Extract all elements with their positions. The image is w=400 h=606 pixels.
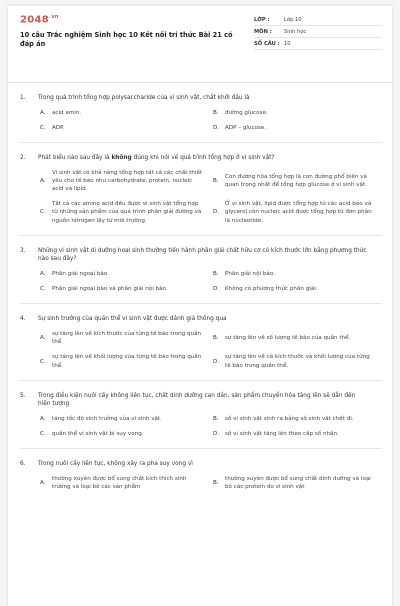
question-4 (20, 315, 382, 380)
document-meta (254, 14, 382, 50)
meta-key: MÔN : (254, 28, 272, 35)
option-a[interactable]: A. sự tăng lên về kích thước của từng tế bào trong quần thể. (40, 331, 202, 346)
question-divider (20, 380, 382, 381)
question-divider (20, 235, 382, 236)
answer-options (40, 415, 382, 438)
option-b[interactable]: B. đường glucose. (213, 109, 268, 116)
meta-row-subject (254, 26, 382, 38)
question-number: 1. (20, 95, 26, 101)
question-divider (20, 142, 382, 143)
option-d[interactable]: D. ADP – glucose. (213, 124, 267, 131)
question-number: 4. (20, 316, 26, 323)
question-number: 5. (20, 392, 26, 399)
question-number: 6. (20, 461, 26, 468)
document-page (8, 6, 392, 606)
option-d[interactable]: D. số vi sinh vật tăng lên theo cấp số nhân. (213, 431, 339, 438)
meta-key: LỚP : (254, 16, 270, 23)
meta-key: SỐ CÂU : (254, 40, 280, 47)
site-logo[interactable]: $2048^{.vn}$ (20, 14, 59, 26)
option-c[interactable]: C. sự tăng lên về khối lượng của từng tế bào trong quần thể. (40, 354, 202, 369)
option-a[interactable]: A. Phân giải ngoại bào. (40, 271, 109, 277)
question-number: 3. (20, 247, 26, 254)
meta-row-class (254, 14, 382, 26)
option-c[interactable]: C. ADP. (40, 124, 65, 131)
answer-options (40, 270, 382, 293)
answer-options (40, 169, 382, 225)
option-a[interactable]: A. Vi sinh vật có khả năng tổng hợp tất cả các chất thiết yếu cho tế bào như carbohydrate, protein, nucleic acid và lipid. (40, 169, 203, 192)
option-d[interactable]: D. Không có phương thức phân giải. (213, 286, 318, 293)
question-1 (20, 94, 382, 143)
meta-value: 10 (284, 40, 291, 47)
meta-value: Lớp 10 (284, 16, 302, 23)
question-3 (20, 247, 382, 305)
question-divider (20, 303, 382, 304)
question-text: Trong điều kiện nuôi cấy không liên tục, chất dinh dưỡng cạn dần, sản phẩm chuyển hóa tăng lên sẽ dẫn đến hiện tượng (38, 392, 356, 408)
question-2 (20, 154, 382, 236)
answer-options (40, 330, 382, 370)
option-a[interactable]: A. acid amin. (40, 109, 82, 116)
answer-options (40, 475, 382, 491)
answer-options (40, 109, 382, 132)
question-list (8, 94, 392, 491)
option-a[interactable]: A. tăng tốc độ sinh trưởng của vi sinh vật. (40, 416, 162, 422)
option-a[interactable]: A. thường xuyên được bổ sung chất kích thích sinh trưởng và loại bỏ các sản phẩm (40, 476, 187, 491)
question-5 (20, 392, 382, 450)
option-b[interactable]: B. Con đường hóa tổng hợp là con đường phổ biến và quan trọng nhất để tổng hợp glucose ở vi sinh vật. (213, 173, 367, 188)
question-text: Sự sinh trưởng của quần thể vi sinh vật được đánh giá thông qua (38, 316, 227, 323)
question-divider (20, 448, 382, 449)
option-d[interactable]: D. Ở vi sinh vật, lipid được tổng hợp từ các acid béo và glycerol còn nucleic acid được tổng hợp từ đơn phân là nucleotide. (213, 201, 372, 224)
option-b[interactable]: B. sự tăng lên về số lượng tế bào của quần thể. (213, 335, 351, 342)
question-6 (20, 460, 382, 491)
option-c[interactable]: C. Phân giải ngoại bào và phân giải nội bào. (40, 286, 168, 293)
option-c[interactable]: C. quần thể vi sinh vật bị suy vong. (40, 431, 144, 438)
option-b[interactable]: B. số vi sinh vật sinh ra bằng số sinh vật chết đi. (213, 416, 354, 422)
option-b[interactable]: B. Phân giải nội bào. (213, 271, 275, 277)
option-c[interactable]: C. Tất cả các amino acid đều được vi sinh vật tổng hợp từ những sản phẩm của quá trình phân giải đường và nguồn nitrogen lấy từ môi trường. (40, 201, 202, 224)
question-number: 2. (20, 155, 26, 161)
question-text: Những vi sinh vật dị dưỡng hoại sinh thường tiến hành phân giải chất hữu cơ có kích thước lớn bằng phương thức nào sau đây? (38, 247, 367, 263)
header-divider (8, 82, 392, 83)
question-text: Phát biểu nào sau đây là không đúng khi nói về quá trình tổng hợp ở vi sinh vật? (38, 155, 275, 161)
meta-row-count (254, 38, 382, 50)
document-header (8, 6, 392, 70)
question-text: Trong quá trình tổng hợp polysaccharide của vi sinh vật, chất khởi đầu là (38, 95, 250, 101)
question-text: Trong nuôi cấy liên tục, không xảy ra pha suy vong vì (38, 461, 193, 468)
option-d[interactable]: D. sự tăng lên về cả kích thước và khối lượng của từng tế bào trong quần thể. (213, 354, 370, 369)
document-title: 10 câu Trắc nghiệm Sinh học 10 Kết nối tri thức Bài 21 có đáp án (20, 31, 233, 49)
option-b[interactable]: B. thường xuyên được bổ sung chất dinh dưỡng và loại bỏ các protein do vi sinh vật (213, 476, 371, 491)
meta-value: Sinh học (284, 28, 307, 35)
